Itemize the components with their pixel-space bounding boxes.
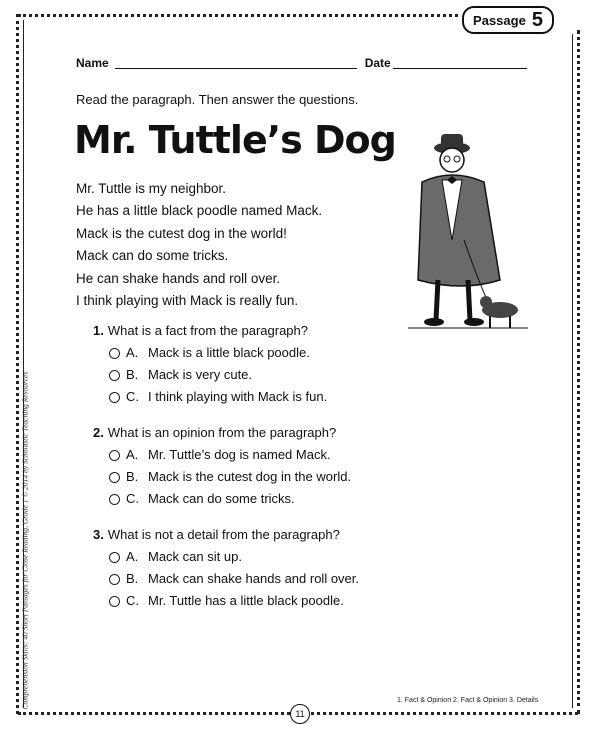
page-number: 11 [290, 704, 310, 724]
question-list [93, 320, 359, 626]
option-1b[interactable] [93, 364, 359, 386]
radio-icon[interactable] [109, 494, 120, 505]
question-number: 3. [93, 527, 104, 542]
option-letter: C. [126, 593, 139, 608]
name-field[interactable] [115, 56, 357, 69]
border-inner-right [572, 34, 573, 708]
side-credit: Comprehension Skills: 40 Short Passages for Close Reading, Grade 1 © 2014 by Scholastic Teaching Resources [20, 371, 30, 710]
question-number: 2. [93, 425, 104, 440]
name-label: Name [76, 56, 109, 70]
page-title: Mr. Tuttle’s Dog [74, 118, 396, 162]
radio-icon[interactable] [109, 450, 120, 461]
name-date-row [76, 56, 527, 70]
option-3b[interactable] [93, 568, 359, 590]
option-2a[interactable] [93, 444, 359, 466]
question-stem: What is a fact from the paragraph? [107, 323, 308, 338]
border-top [18, 14, 458, 17]
option-text: I think playing with Mack is fun. [148, 389, 328, 404]
border-left [16, 14, 19, 714]
radio-icon[interactable] [109, 348, 120, 359]
passage-tab [462, 6, 554, 34]
footer-skills: 1. Fact & Opinion 2. Fact & Opinion 3. Details [397, 697, 539, 704]
reading-paragraph [76, 178, 322, 312]
option-letter: A. [126, 447, 139, 462]
option-3a[interactable] [93, 546, 359, 568]
option-letter: B. [126, 469, 139, 484]
question-stem: What is an opinion from the paragraph? [107, 425, 337, 440]
radio-icon[interactable] [109, 552, 120, 563]
option-letter: C. [126, 491, 139, 506]
date-field[interactable] [393, 56, 527, 69]
date-label: Date [364, 56, 391, 70]
option-text: Mack can sit up. [148, 549, 242, 564]
question-number: 1. [93, 323, 104, 338]
radio-icon[interactable] [109, 370, 120, 381]
question-1 [93, 320, 359, 408]
option-text: Mack can shake hands and roll over. [148, 571, 360, 586]
option-2b[interactable] [93, 466, 359, 488]
question-2 [93, 422, 359, 510]
radio-icon[interactable] [109, 596, 120, 607]
question-3 [93, 524, 359, 612]
option-1a[interactable] [93, 342, 359, 364]
man-with-poodle-illustration [408, 130, 528, 335]
paragraph-line: Mack can do some tricks. [76, 248, 229, 264]
radio-icon[interactable] [109, 472, 120, 483]
option-text: Mr. Tuttle has a little black poodle. [148, 593, 344, 608]
option-text: Mr. Tuttle’s dog is named Mack. [148, 447, 331, 462]
option-text: Mack is the cutest dog in the world. [148, 469, 352, 484]
option-text: Mack can do some tricks. [148, 491, 295, 506]
question-stem: What is not a detail from the paragraph? [107, 527, 340, 542]
option-letter: B. [126, 571, 139, 586]
option-2c[interactable] [93, 488, 359, 510]
paragraph-line: Mack is the cutest dog in the world! [76, 225, 287, 241]
option-letter: A. [126, 549, 139, 564]
radio-icon[interactable] [109, 574, 120, 585]
option-1c[interactable] [93, 386, 359, 408]
instructions: Read the paragraph. Then answer the questions. [76, 92, 359, 107]
paragraph-line: Mr. Tuttle is my neighbor. [76, 181, 227, 196]
option-text: Mack is a little black poodle. [148, 345, 310, 360]
option-3c[interactable] [93, 590, 359, 612]
passage-label: Passage [473, 12, 526, 28]
paragraph-line: He has a little black poodle named Mack. [76, 203, 323, 219]
paragraph-line: He can shake hands and roll over. [76, 270, 281, 286]
option-letter: A. [126, 345, 139, 360]
option-text: Mack is very cute. [148, 367, 253, 382]
radio-icon[interactable] [109, 392, 120, 403]
paragraph-line: I think playing with Mack is really fun. [76, 293, 299, 309]
border-right [577, 30, 580, 714]
option-letter: C. [126, 389, 139, 404]
option-letter: B. [126, 367, 139, 382]
passage-number: 5 [531, 9, 543, 31]
